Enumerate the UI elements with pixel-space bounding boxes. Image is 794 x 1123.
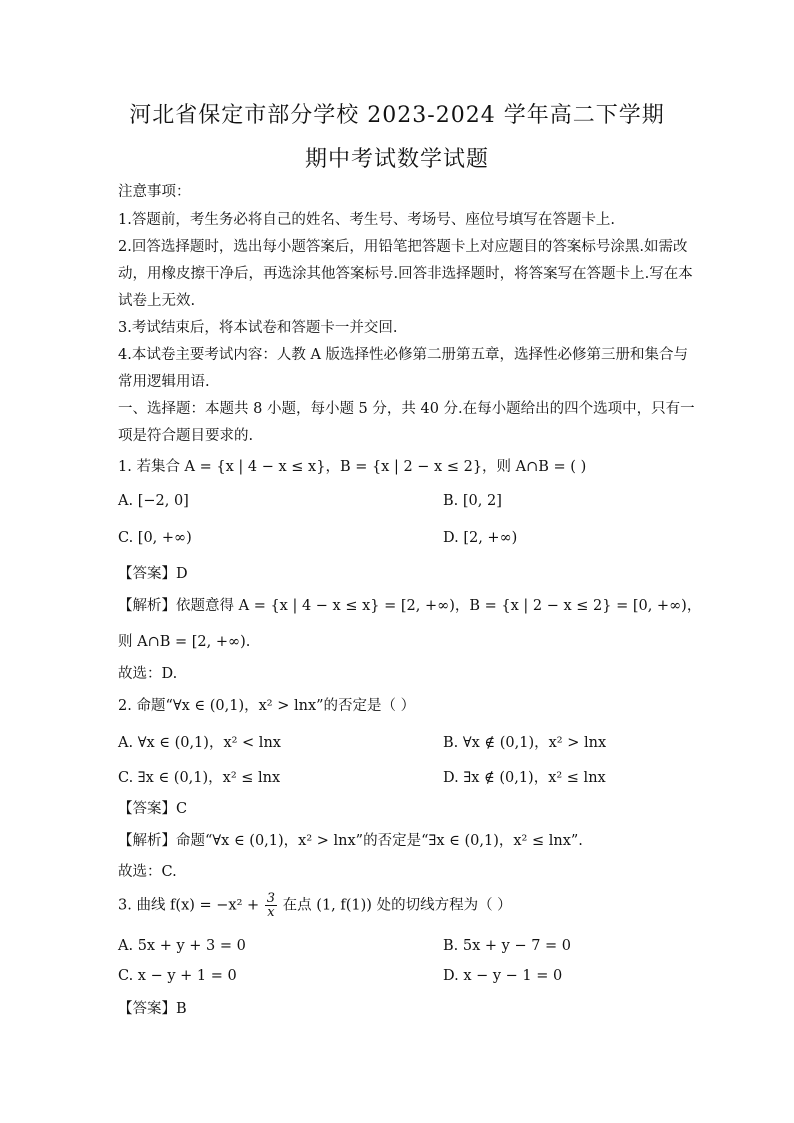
q1-option-d: D. [2, +∞) — [443, 530, 518, 546]
q2-analysis: 【解析】命题“∀x ∈ (0,1)，x² > lnx”的否定是“∃x ∈ (0,1)，x² ≤ lnx”. — [118, 833, 583, 849]
q1-analysis-line1: 【解析】依题意得 A = {x | 4 − x ≤ x} = [2, +∞)，B = {x | 2 − x ≤ 2} = [0, +∞)， — [118, 598, 702, 614]
exam-title-line2: 期中考试数学试题 — [304, 147, 489, 172]
section-heading-line1: 一、选择题：本题共 8 小题，每小题 5 分，共 40 分.在每小题给出的四个选项中，只有一 — [118, 401, 695, 417]
section-heading-line2: 项是符合题目要求的. — [118, 428, 254, 444]
q1-option-c: C. [0, +∞) — [118, 530, 192, 546]
q2-option-b: B. ∀x ∉ (0,1)，x² > lnx — [443, 735, 607, 751]
q1-analysis-line2: 则 A∩B = [2, +∞). — [118, 634, 251, 650]
q1-conclusion: 故选：D. — [118, 666, 178, 682]
q2-stem: 2. 命题“∀x ∈ (0,1)，x² > lnx”的否定是（ ） — [118, 698, 416, 714]
note-line-5: 3.考试结束后，将本试卷和答题卡一并交回. — [118, 320, 398, 336]
q2-option-a: A. ∀x ∈ (0,1)，x² < lnx — [118, 735, 281, 751]
q2-option-c: C. ∃x ∈ (0,1)，x² ≤ lnx — [118, 770, 281, 786]
q1-option-b: B. [0, 2] — [443, 493, 502, 509]
q3-option-d: D. x − y − 1 = 0 — [443, 968, 563, 984]
note-line-7: 常用逻辑用语. — [118, 374, 210, 390]
exam-title-line1: 河北省保定市部分学校 2023-2024 学年高二下学期 — [129, 103, 665, 128]
note-line-2: 2.回答选择题时，选出每小题答案后，用铅笔把答题卡上对应题目的答案标号涂黑.如需改 — [118, 239, 688, 255]
q1-answer: 【答案】D — [118, 566, 188, 582]
q3-answer: 【答案】B — [118, 1001, 187, 1017]
q3-option-b: B. 5x + y − 7 = 0 — [443, 938, 572, 954]
q2-option-d: D. ∃x ∉ (0,1)，x² ≤ lnx — [443, 770, 606, 786]
q3-option-a: A. 5x + y + 3 = 0 — [118, 938, 246, 954]
q1-option-a: A. [−2, 0] — [118, 493, 189, 509]
note-line-3: 动，用橡皮擦干净后，再选涂其他答案标号.回答非选择题时，将答案写在答题卡上.写在本 — [118, 266, 693, 282]
q2-answer: 【答案】C — [118, 801, 188, 817]
q3-fraction — [265, 892, 277, 919]
q3-fraction-denominator: x — [267, 905, 275, 920]
q2-conclusion: 故选：C. — [118, 864, 177, 880]
notes-heading: 注意事项： — [118, 184, 191, 200]
q3-option-c: C. x − y + 1 = 0 — [118, 968, 237, 984]
q1-stem: 1. 若集合 A = {x | 4 − x ≤ x}，B = {x | 2 − x ≤ 2}，则 A∩B = ( ) — [118, 459, 587, 475]
q3-stem-post: 在点 (1, f(1)) 处的切线方程为（ ） — [278, 897, 512, 914]
q3-stem-pre: 3. 曲线 f(x) = −x² + — [118, 897, 264, 914]
note-line-1: 1.答题前，考生务必将自己的姓名、考生号、考场号、座位号填写在答题卡上. — [118, 212, 615, 228]
q3-stem — [118, 892, 512, 919]
note-line-6: 4.本试卷主要考试内容：人教 A 版选择性必修第二册第五章，选择性必修第三册和集合与 — [118, 347, 689, 363]
q3-fraction-numerator: 3 — [266, 891, 276, 906]
note-line-4: 试卷上无效. — [118, 293, 196, 309]
